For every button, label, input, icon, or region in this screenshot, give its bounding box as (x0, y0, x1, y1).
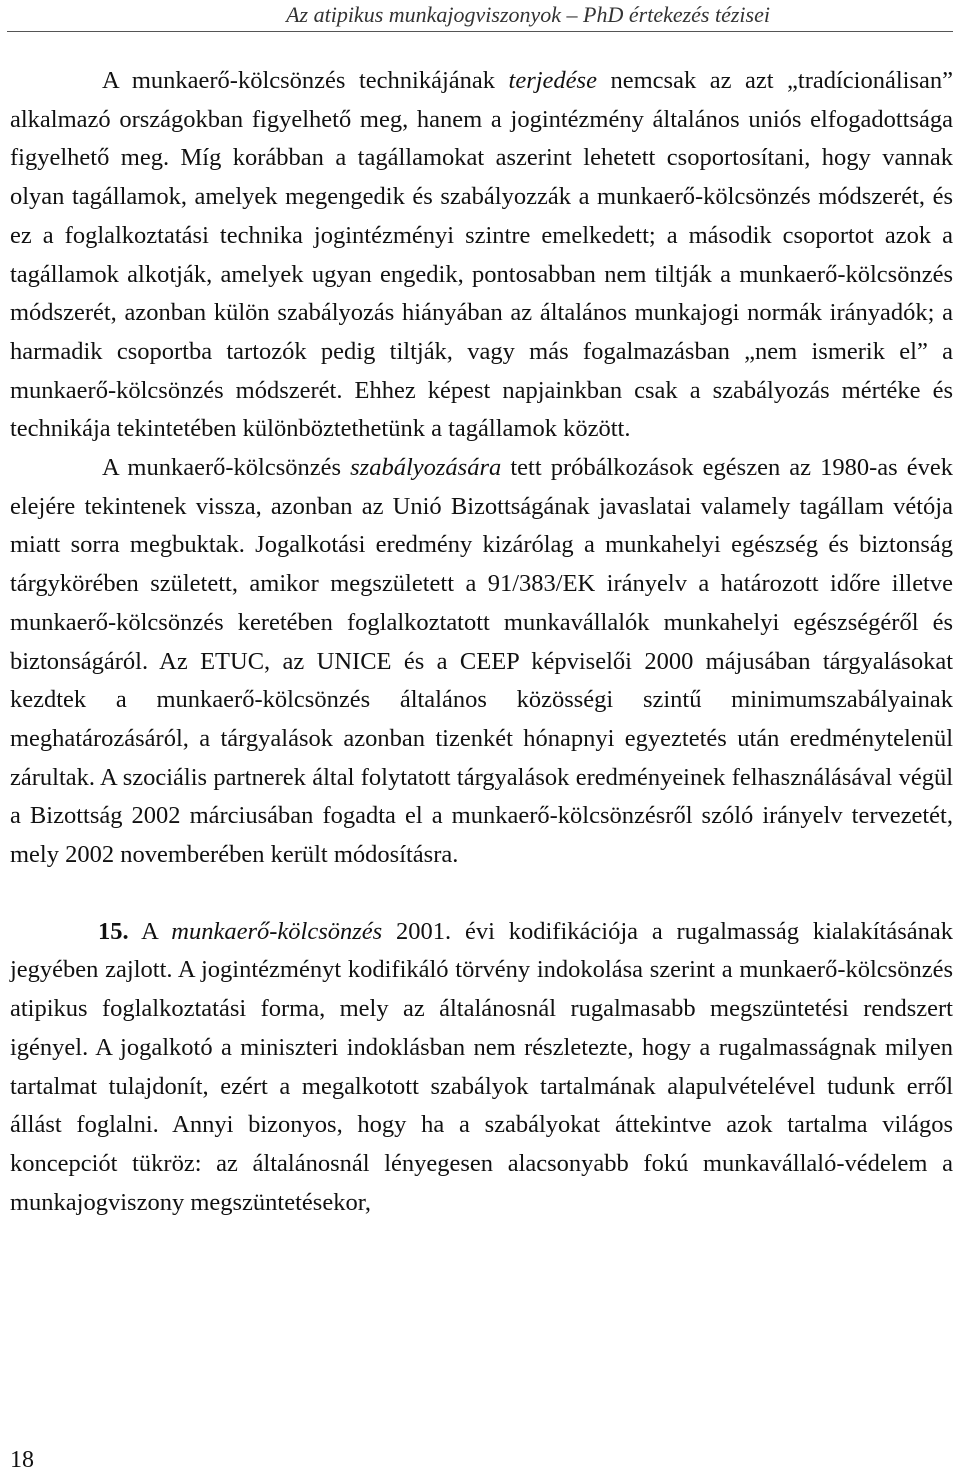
running-header: Az atipikus munkajogviszonyok – PhD értekezés tézisei (286, 2, 770, 27)
paragraph-text: tett próbálkozások egészen az 1980-as évek elejére tekintenek vissza, azonban az Unió Bizottságának javaslatai valamely tagállam vétója miatt sorra megbuktak. Jogalkotási eredmény kizárólag a munkahelyi egészség és biztonság tárgykörében született, amikor megszületett a 91/383/EK irányelv a határozott időre illetve munkaerő-kölcsönzés keretében foglalkoztatott munkavállalók munkahelyi egészségéről és biztonságáról. Az ETUC, az UNICE és a CEEP képviselői 2000 májusában tárgyalásokat kezdtek a munkaerő-kölcsönzés általános közösségi szintű minimumszabályainak meghatározásáról, a tárgyalások azonban tizenkét hónapnyi egyeztetés után eredménytelenül zárultak. A szociális partnerek által folytatott tárgyalások eredményeinek felhasználásával végül a Bizottság 2002 márciusában fogadta el a munkaerő-kölcsönzésről szóló irányelv tervezetét, mely 2002 novemberében került módosításra. (10, 454, 954, 869)
section-number: 15. (98, 917, 129, 945)
paragraph-text: A munkaerő-kölcsönzés technikájának (102, 67, 509, 94)
paragraph-text: 2001. évi kodifikációja a rugalmasság kialakításának jegyében zajlott. A jogintézményt kodifikáló törvény indokolása szerint a munkaerő-kölcsönzés atipikus foglalkoztatási forma, mely az általánosnál rugalmasabb megszüntetési rendszert igényel. A jogalkotó a miniszteri indoklásban nem részletezte, hogy a rugalmasságnak milyen tartalmat tulajdonít, ezért a megalkotott szabályok tartalmának alapulvételével tudunk erről állást foglalni. Annyi bizonyos, hogy ha a szabályokat áttekintve azok tartalma világos koncepciót tükröz: az általánosnál lényegesen alacsonyabb fokú munkavállaló-védelem a munkajogviszony megszüntetésekor, (10, 917, 953, 1216)
paragraph-regulation (10, 449, 953, 875)
paragraph-text: A munkaerő-kölcsönzés (102, 454, 351, 482)
emphasis-term: munkaerő-kölcsönzés (171, 917, 383, 945)
emphasis-term: terjedése (508, 67, 597, 94)
header-rule (7, 31, 953, 32)
paragraph-text: nemcsak az azt „tradícionálisan” alkalmazó országokban figyelhető meg, hanem a jogintézmény általános uniós elfogadottsága figyelhető meg. Míg korábban a tagállamokat aszerint lehetett csoportosítani, hogy vannak olyan tagállamok, amelyek megengedik és szabályozzák a munkaerő-kölcsönzés módszerét, és ez a foglalkoztatási technika jogintézményi szintre emelkedett; a második csoportot azok a tagállamok alkotják, amelyek ugyan engedik, pontosabban nem tiltják a munkaerő-kölcsönzés módszerét, azonban külön szabályozás hiányában az általános munkajogi normák irányadók; a harmadik csoportba tartozók pedig tiltják, vagy más fogalmazásban „nem ismerik el” a munkaerő-kölcsönzés módszerét. Ehhez képest napjainkban csak a szabályozás mértéke és technikája tekintetében különböztethetünk a tagállamok között. (10, 67, 953, 443)
emphasis-term: szabályozására (350, 454, 502, 482)
paragraph-text: A (128, 917, 172, 945)
section-15-paragraph (10, 913, 953, 1223)
body-text (10, 62, 953, 1222)
page-number: 18 (10, 1447, 34, 1473)
paragraph-spread (10, 62, 953, 449)
